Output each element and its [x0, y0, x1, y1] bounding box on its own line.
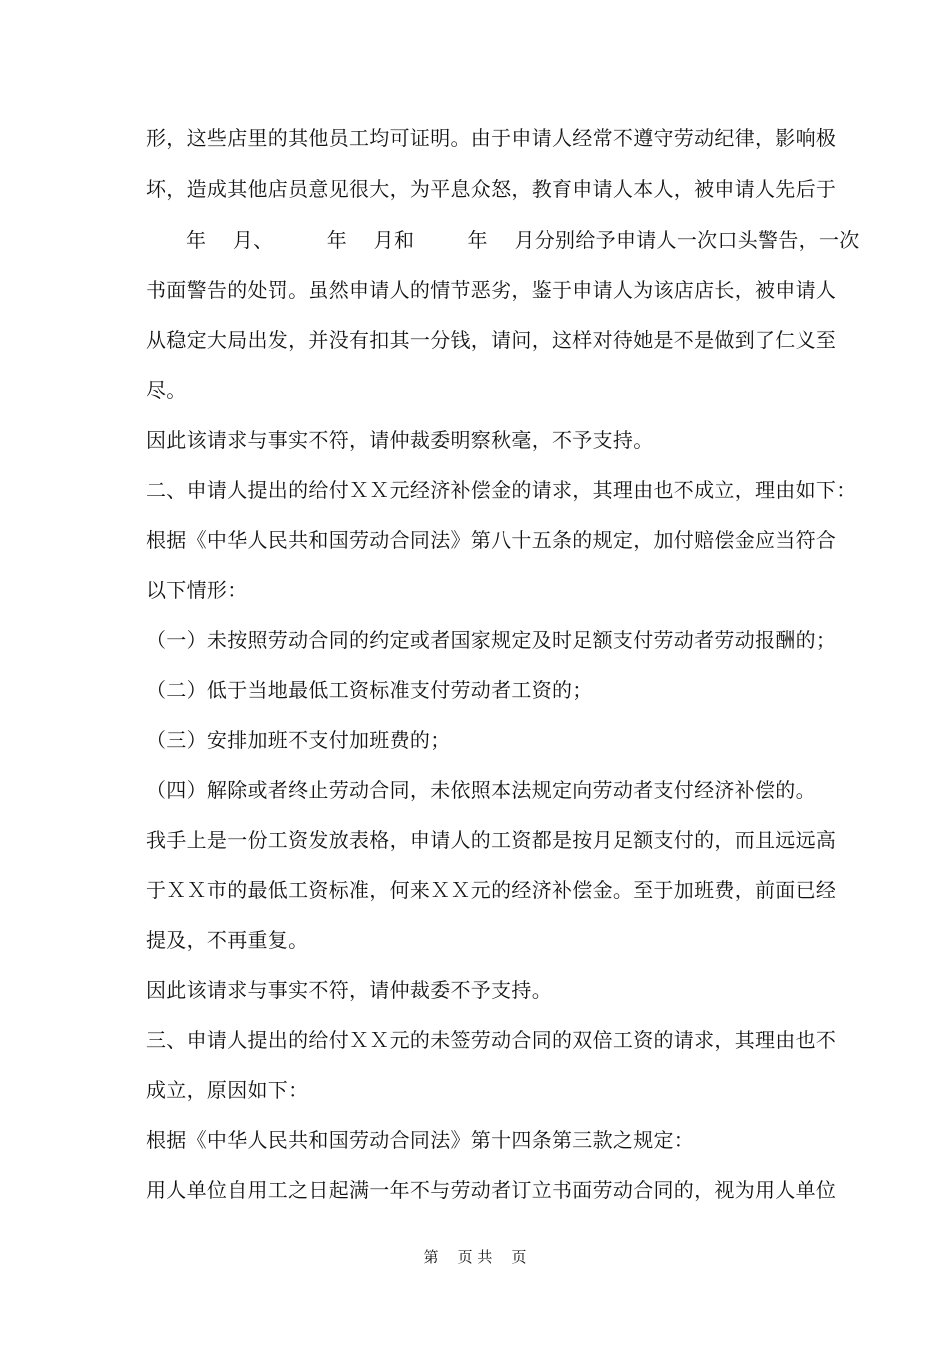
- body-line-18: 因此该请求与事实不符，请仲裁委不予支持。: [146, 978, 552, 1002]
- body-line-20: 成立，原因如下：: [146, 1078, 309, 1102]
- body-line-21: 根据《中华人民共和国劳动合同法》第十四条第三款之规定：: [146, 1128, 695, 1152]
- body-line-2: 坏，造成其他店员意见很大，为平息众怒，教育申请人本人，被申请人先后于: [146, 177, 837, 201]
- body-line-1: 形，这些店里的其他员工均可证明。由于申请人经常不遵守劳动纪律，影响极: [146, 126, 837, 150]
- page-footer: 第 页 共 页: [423, 1248, 527, 1266]
- body-line-6: 尽。: [146, 378, 187, 402]
- section-heading-2: 二、申请人提出的给付ＸＸ元经济补偿金的请求，其理由也不成立，理由如下：: [146, 478, 857, 502]
- body-line-10: 以下情形：: [146, 578, 248, 602]
- body-line-22: 用人单位自用工之日起满一年不与劳动者订立书面劳动合同的，视为用人单位: [146, 1178, 837, 1202]
- list-item-3: （三）安排加班不支付加班费的；: [146, 728, 451, 752]
- body-line-5: 从稳定大局出发，并没有扣其一分钱，请问，这样对待她是不是做到了仁义至: [146, 328, 837, 352]
- body-line-7: 因此该请求与事实不符，请仲裁委明察秋毫，不予支持。: [146, 428, 654, 452]
- body-line-4: 书面警告的处罚。虽然申请人的情节恶劣，鉴于申请人为该店店长，被申请人: [146, 278, 837, 302]
- list-item-1: （一）未按照劳动合同的约定或者国家规定及时足额支付劳动者劳动报酬的；: [146, 628, 837, 652]
- body-line-3: 年 月、 年 月和 年 月分别给予申请人一次口头警告，一次: [146, 228, 860, 252]
- list-item-4: （四）解除或者终止劳动合同，未依照本法规定向劳动者支付经济补偿的。: [146, 778, 816, 802]
- list-item-2: （二）低于当地最低工资标准支付劳动者工资的；: [146, 678, 593, 702]
- section-heading-3: 三、申请人提出的给付ＸＸ元的未签劳动合同的双倍工资的请求，其理由也不: [146, 1028, 837, 1052]
- body-line-17: 提及，不再重复。: [146, 928, 309, 952]
- body-line-9: 根据《中华人民共和国劳动合同法》第八十五条的规定，加付赔偿金应当符合: [146, 528, 837, 552]
- body-line-15: 我手上是一份工资发放表格，申请人的工资都是按月足额支付的，而且远远高: [146, 828, 837, 852]
- body-line-16: 于ＸＸ市的最低工资标准，何来ＸＸ元的经济补偿金。至于加班费，前面已经: [146, 878, 837, 902]
